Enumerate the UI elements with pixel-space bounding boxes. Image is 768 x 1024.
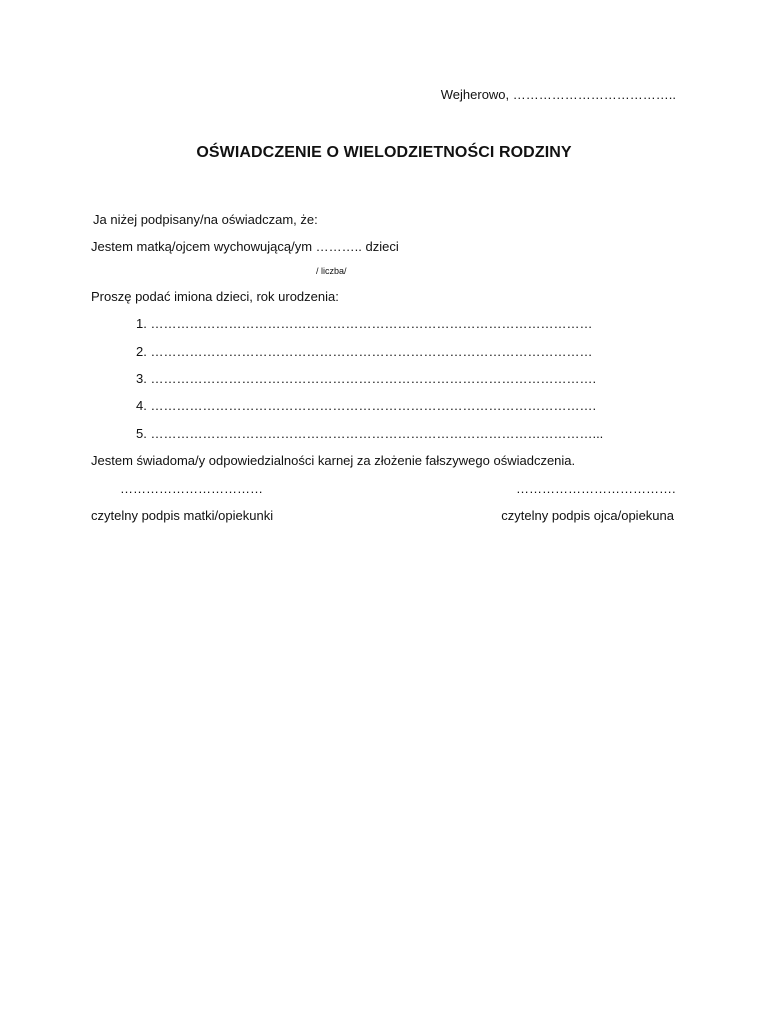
children-names-prompt: Proszę podać imiona dzieci, rok urodzenia: (91, 289, 339, 304)
intro-statement: Ja niżej podpisany/na oświadczam, że: (93, 212, 318, 227)
child-entry-line: 5. …………………………………………………………………………………………... (136, 426, 604, 441)
child-entry-line: 2. ………………………………………………………………………………………… (136, 344, 593, 359)
child-entry-line: 4. …………………………………………………………………………………………. (136, 398, 597, 413)
father-signature-line: ………………………………. (516, 481, 676, 496)
father-signature-label: czytelny podpis ojca/opiekuna (501, 508, 674, 523)
place-date-field: Wejherowo, ……………………………….. (440, 87, 676, 102)
children-count-hint: / liczba/ (316, 266, 347, 276)
liability-statement: Jestem świadoma/y odpowiedzialności karnej za złożenie fałszywego oświadczenia. (91, 453, 576, 468)
mother-signature-line: …………………………… (120, 481, 263, 496)
mother-signature-label: czytelny podpis matki/opiekunki (91, 508, 274, 523)
child-entry-line: 3. …………………………………………………………………………………………. (136, 371, 597, 386)
children-count-line: Jestem matką/ojcem wychowującą/ym ……….. dzieci (91, 239, 399, 254)
child-entry-line: 1. ………………………………………………………………………………………… (136, 316, 593, 331)
document-title: OŚWIADCZENIE O WIELODZIETNOŚCI RODZINY (196, 144, 572, 161)
